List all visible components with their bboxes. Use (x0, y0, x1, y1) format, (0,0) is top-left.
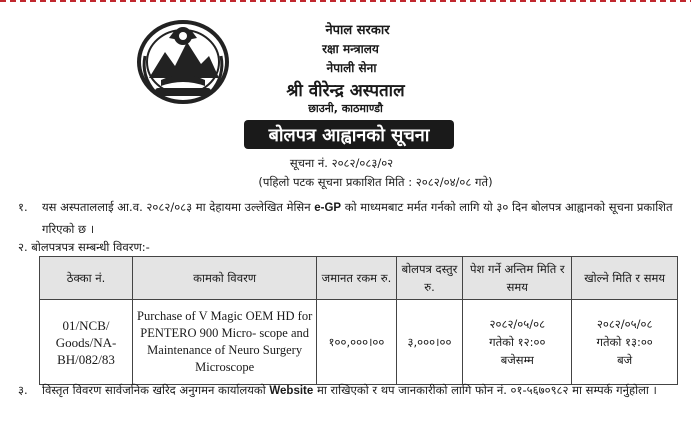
table-header-row (40, 257, 678, 300)
govt-name: नेपाल सरकार (325, 23, 390, 38)
egp-label: e-GP (314, 202, 342, 214)
col-description: कामको विवरण (133, 257, 317, 300)
point-1-number: १. (18, 200, 28, 214)
point-3 (18, 380, 678, 402)
submission-cell (463, 300, 572, 385)
point-3-text-a: विस्तृत विवरण सार्वजनिक खरिद अनुगमन कार्यालयको (42, 383, 266, 397)
contract-no-cell: 01/NCB/ Goods/NA- BH/082/83 (40, 300, 133, 385)
opening-time: गतेको १३:०० (596, 335, 653, 349)
point-2 (18, 237, 678, 258)
publish-date: (पहिलो पटक सूचना प्रकाशित मिति : २०८२/०४/०८ गते) (258, 175, 493, 189)
hospital-name: श्री वीरेन्द्र अस्पताल (286, 81, 405, 101)
notice-number: सूचना नं. २०८२/०८३/०२ (289, 156, 394, 170)
bid-details-table (39, 256, 678, 385)
bid-security-cell: १००,०००।०० (317, 300, 396, 385)
submission-time: गतेको १२:०० (489, 335, 546, 349)
col-bid-security: जमानत रकम रु. (317, 257, 396, 300)
col-submission: पेश गर्ने अन्तिम मिति र समय (463, 257, 572, 300)
submission-date: २०८२/०५/०८ (489, 317, 546, 331)
point-1-text-b: को माध्यमबाट मर्मत गर्नको लागि यो ३० दिन बोलपत्र आह्वानको सूचना प्रकाशित गरिएको छ । (42, 200, 673, 236)
opening-date: २०८२/०५/०८ (596, 317, 653, 331)
submission-until: बजेसम्म (500, 353, 534, 367)
point-1 (18, 197, 678, 240)
website-label: Website (269, 385, 314, 397)
bid-fee-cell: ३,०००।०० (396, 300, 463, 385)
opening-cell (572, 300, 678, 385)
point-3-number: ३. (18, 383, 28, 397)
point-3-body (18, 380, 678, 402)
hospital-location: छाउनी, काठमाण्डौ (308, 102, 383, 115)
point-2-number: २. (18, 240, 28, 254)
col-bid-fee: बोलपत्र दस्तुर रु. (396, 257, 463, 300)
ministry-name: रक्षा मन्त्रालय (322, 42, 379, 56)
col-contract-no: ठेक्का नं. (40, 257, 133, 300)
description-cell: Purchase of V Magic OEM HD for PENTERO 900 Micro- scope and Maintenance of Neuro Surgery Microscope (133, 300, 317, 385)
table-row (40, 300, 678, 385)
point-2-text: बोलपत्रपत्र सम्बन्धी विवरण:- (31, 240, 150, 254)
army-name: नेपाली सेना (326, 61, 377, 75)
point-3-text-b: मा राखिएको र थप जानकारीको लागि फोन नं. ०१-५६७०९८२ मा सम्पर्क गर्नुहोला । (316, 383, 657, 397)
top-border (0, 0, 691, 2)
point-1-text-a: यस अस्पताललाई आ.व. २०८२/०८३ मा देहायमा उल्लेखित मेसिन (42, 200, 311, 214)
opening-suffix: बजे (617, 353, 633, 367)
col-opening: खोल्ने मिति र समय (572, 257, 678, 300)
notice-banner: बोलपत्र आह्वानको सूचना (244, 120, 454, 149)
